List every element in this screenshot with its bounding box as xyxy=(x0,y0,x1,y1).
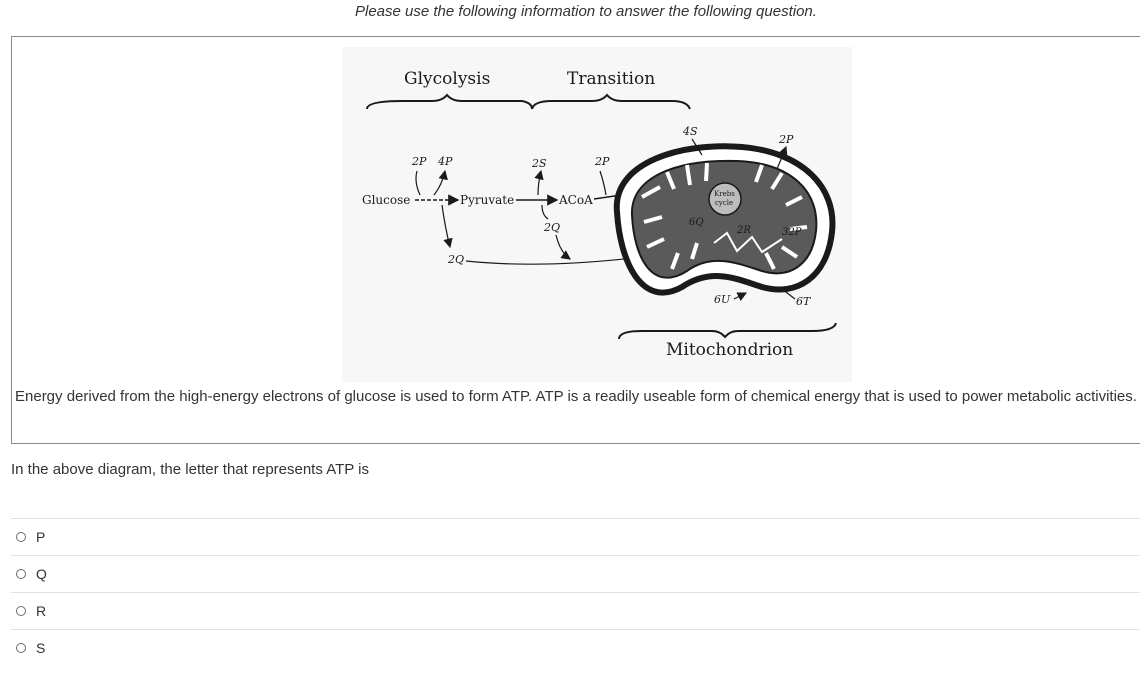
option-p[interactable] xyxy=(11,518,1140,555)
cellular-respiration-diagram xyxy=(342,47,852,382)
answer-options xyxy=(11,518,1140,666)
label-6t: 6T xyxy=(796,295,811,308)
krebs-label-line1: Krebs xyxy=(714,190,735,198)
label-32p: 32P xyxy=(782,227,802,238)
label-6u: 6U xyxy=(714,293,731,306)
option-q[interactable] xyxy=(11,555,1140,592)
information-box xyxy=(11,36,1140,444)
instruction-text: Please use the following information to answer the following question. xyxy=(355,3,817,20)
pyruvate-label: Pyruvate xyxy=(460,193,515,207)
question-text: In the above diagram, the letter that represents ATP is xyxy=(11,461,369,478)
glucose-label: Glucose xyxy=(362,193,411,207)
radio-button-r[interactable] xyxy=(16,606,26,616)
option-label-r: R xyxy=(36,603,47,619)
label-2q-transition: 2Q xyxy=(544,221,561,234)
option-s[interactable] xyxy=(11,629,1140,666)
label-6q: 6Q xyxy=(689,217,704,228)
acoa-label: ACoA xyxy=(559,193,593,207)
information-paragraph: Energy derived from the high-energy electrons of glucose is used to form ATP. ATP is a readily useable form of chemical energy that is used to power metabolic activities. xyxy=(15,388,1137,405)
label-2s: 2S xyxy=(532,157,547,170)
label-4s: 4S xyxy=(683,125,698,138)
label-2q-glycolysis: 2Q xyxy=(448,253,465,266)
option-r[interactable] xyxy=(11,592,1140,629)
radio-button-s[interactable] xyxy=(16,643,26,653)
option-label-q: Q xyxy=(36,566,47,582)
label-2r: 2R xyxy=(737,225,751,236)
mitochondrion-label: Mitochondrion xyxy=(666,340,794,360)
glycolysis-label: Glycolysis xyxy=(404,69,491,89)
transition-label: Transition xyxy=(567,69,656,89)
radio-button-q[interactable] xyxy=(16,569,26,579)
radio-button-p[interactable] xyxy=(16,532,26,542)
label-4p: 4P xyxy=(438,155,453,168)
label-2p-glycolysis: 2P xyxy=(412,155,427,168)
option-label-s: S xyxy=(36,640,46,656)
label-2p-mito: 2P xyxy=(779,133,794,146)
krebs-label-line2: cycle xyxy=(715,199,734,207)
label-2p-transition: 2P xyxy=(595,155,610,168)
option-label-p: P xyxy=(36,529,46,545)
diagram-svg xyxy=(342,47,852,382)
